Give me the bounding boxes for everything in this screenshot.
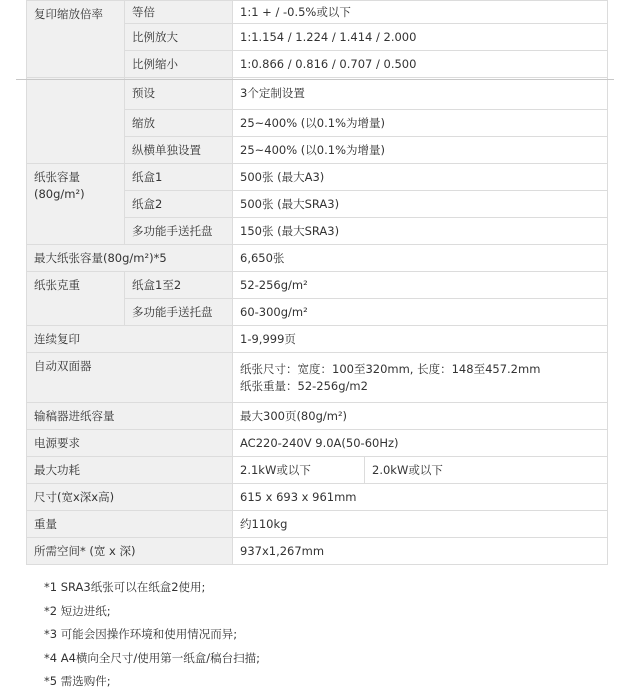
row-label: 比例放大 — [125, 24, 233, 51]
copy-zoom-label: 复印缩放倍率 — [27, 1, 125, 78]
row-value: 1:1.154 / 1.224 / 1.414 / 2.000 — [233, 24, 608, 51]
paper-weight-label: 纸张克重 — [27, 272, 125, 326]
weight-value: 约110kg — [233, 511, 608, 538]
row-label: 缩放 — [125, 110, 233, 137]
power-label: 电源要求 — [27, 430, 233, 457]
table-row — [27, 326, 608, 353]
row-label: 纸盒2 — [125, 191, 233, 218]
continuous-copy-label: 连续复印 — [27, 326, 233, 353]
table-row — [27, 1, 608, 24]
footnote: *3 可能会因操作环境和使用情况而异; — [44, 627, 238, 641]
paper-capacity-label-line1: 纸张容量 — [34, 170, 80, 184]
duplexer-value — [233, 353, 608, 403]
table-row — [27, 511, 608, 538]
row-value: 1:0.866 / 0.816 / 0.707 / 0.500 — [233, 51, 608, 78]
space-label: 所需空间* (宽 x 深) — [27, 538, 233, 565]
row-value: 500张 (最大A3) — [233, 164, 608, 191]
table-row — [27, 403, 608, 430]
weight-label: 重量 — [27, 511, 233, 538]
output-capacity-value: 最大300页(80g/m²) — [233, 403, 608, 430]
duplexer-value-line2: 纸张重量：52-256g/m2 — [240, 378, 368, 393]
section-divider — [16, 79, 614, 80]
table-row — [27, 457, 608, 484]
table-row — [27, 78, 608, 110]
row-label: 纵横单独设置 — [125, 137, 233, 164]
table-row — [27, 245, 608, 272]
row-label: 等倍 — [125, 1, 233, 24]
duplexer-label: 自动双面器 — [27, 353, 233, 403]
row-value: 1:1 + / -0.5%或以下 — [233, 1, 608, 24]
space-value: 937x1,267mm — [233, 538, 608, 565]
footnote: *1 SRA3纸张可以在纸盒2使用; — [44, 580, 206, 594]
paper-capacity-label-line2: (80g/m²) — [34, 187, 85, 201]
table-row — [27, 538, 608, 565]
dimensions-label: 尺寸(宽x深x高) — [27, 484, 233, 511]
duplexer-value-line1: 纸张尺寸：宽度：100至320mm, 长度：148至457.2mm — [240, 361, 541, 376]
max-power-value-a: 2.1kW或以下 — [233, 457, 365, 484]
spec-table — [26, 0, 608, 565]
power-value: AC220-240V 9.0A(50-60Hz) — [233, 430, 608, 457]
max-power-value-b: 2.0kW或以下 — [365, 457, 608, 484]
row-value: 25~400% (以0.1%为增量) — [233, 110, 608, 137]
row-label: 纸盒1 — [125, 164, 233, 191]
footnote: *2 短边进纸; — [44, 603, 111, 618]
table-row — [27, 430, 608, 457]
output-capacity-label: 输稿器进纸容量 — [27, 403, 233, 430]
row-label: 预设 — [125, 78, 233, 110]
paper-capacity-label — [27, 164, 125, 245]
table-row — [27, 164, 608, 191]
row-label: 多功能手送托盘 — [125, 299, 233, 326]
dimensions-value: 615 x 693 x 961mm — [233, 484, 608, 511]
table-row — [27, 272, 608, 299]
continuous-copy-value: 1-9,999页 — [233, 326, 608, 353]
footnote: *5 需选购件; — [44, 674, 111, 688]
row-label: 多功能手送托盘 — [125, 218, 233, 245]
max-capacity-value: 6,650张 — [233, 245, 608, 272]
table-row — [27, 484, 608, 511]
row-value: 150张 (最大SRA3) — [233, 218, 608, 245]
row-value: 3个定制设置 — [233, 78, 608, 110]
row-value: 52-256g/m² — [233, 272, 608, 299]
footnote: *4 A4横向全尺寸/使用第一纸盒/稿台扫描; — [44, 650, 261, 665]
max-power-label: 最大功耗 — [27, 457, 233, 484]
row-value: 60-300g/m² — [233, 299, 608, 326]
footnotes — [44, 576, 260, 694]
row-value: 25~400% (以0.1%为增量) — [233, 137, 608, 164]
max-capacity-label: 最大纸张容量(80g/m²)*5 — [27, 245, 233, 272]
row-label: 纸盒1至2 — [125, 272, 233, 299]
table-row — [27, 353, 608, 403]
zoom-settings-label — [27, 78, 125, 164]
row-label: 比例缩小 — [125, 51, 233, 78]
row-value: 500张 (最大SRA3) — [233, 191, 608, 218]
